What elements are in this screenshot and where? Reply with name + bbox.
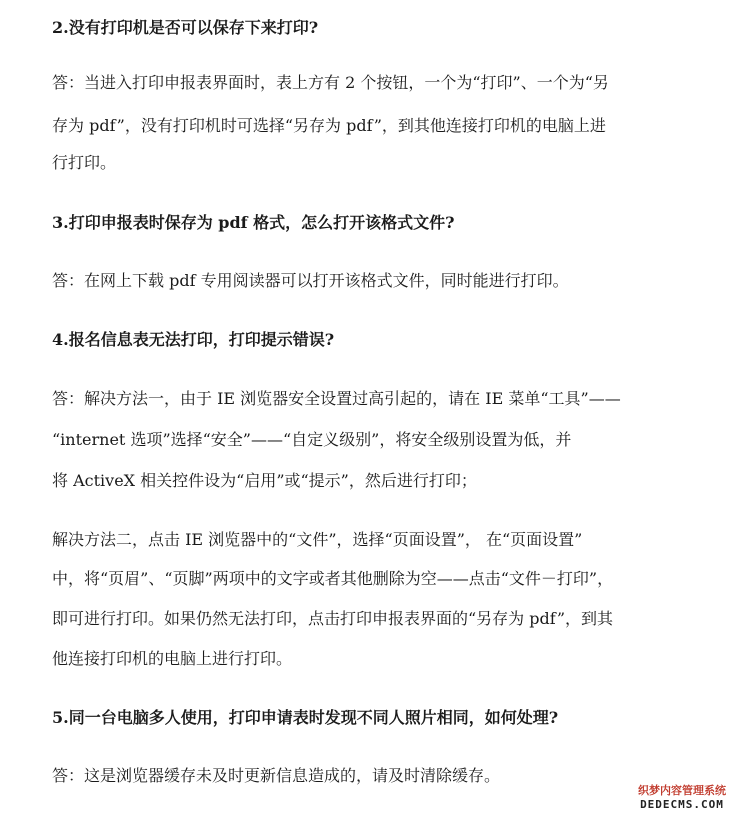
faq-answer-2-line-1: 答：当进入打印申报表界面时，表上方有 2 个按钮，一个为“打印”、一个为“另 xyxy=(52,73,609,92)
faq-answer-4b-line-4: 他连接打印机的电脑上进行打印。 xyxy=(52,649,293,668)
faq-answer-4-line-2: “internet 选项”选择“安全”——“自定义级别”，将安全级别设置为低，并 xyxy=(52,430,572,449)
faq-question-2: 2.没有打印机是否可以保存下来打印? xyxy=(52,18,319,37)
watermark-top-text: 织梦内容管理系统 xyxy=(638,784,726,797)
faq-answer-4b-line-2: 中，将“页眉”、“页脚”两项中的文字或者其他删除为空——点击“文件－打印”， xyxy=(52,569,614,588)
dedecms-watermark xyxy=(621,784,743,814)
faq-answer-2-line-3: 行打印。 xyxy=(52,153,117,172)
faq-question-5: 5.同一台电脑多人使用，打印申请表时发现不同人照片相同，如何处理? xyxy=(52,708,559,727)
watermark-bottom-text: DEDECMS.COM xyxy=(640,798,724,811)
faq-question-4: 4.报名信息表无法打印，打印提示错误? xyxy=(52,330,335,349)
faq-answer-3-line-1: 答：在网上下载 pdf 专用阅读器可以打开该格式文件，同时能进行打印。 xyxy=(52,271,569,290)
faq-question-3: 3.打印申报表时保存为 pdf 格式，怎么打开该格式文件? xyxy=(52,213,455,232)
faq-answer-4-line-1: 答：解决方法一，由于 IE 浏览器安全设置过高引起的，请在 IE 菜单“工具”—— xyxy=(52,389,621,408)
faq-answer-4-line-3: 将 ActiveX 相关控件设为“启用”或“提示”，然后进行打印； xyxy=(52,471,477,490)
faq-answer-5-line-1: 答：这是浏览器缓存未及时更新信息造成的，请及时清除缓存。 xyxy=(52,766,501,785)
faq-answer-4b-line-3: 即可进行打印。如果仍然无法打印，点击打印申报表界面的“另存为 pdf”，到其 xyxy=(52,609,614,628)
faq-answer-2-line-2: 存为 pdf”，没有打印机时可选择“另存为 pdf”，到其他连接打印机的电脑上进 xyxy=(52,116,606,135)
faq-answer-4b-line-1: 解决方法二，点击 IE 浏览器中的“文件”，选择“页面设置”， 在“页面设置” xyxy=(52,530,583,549)
